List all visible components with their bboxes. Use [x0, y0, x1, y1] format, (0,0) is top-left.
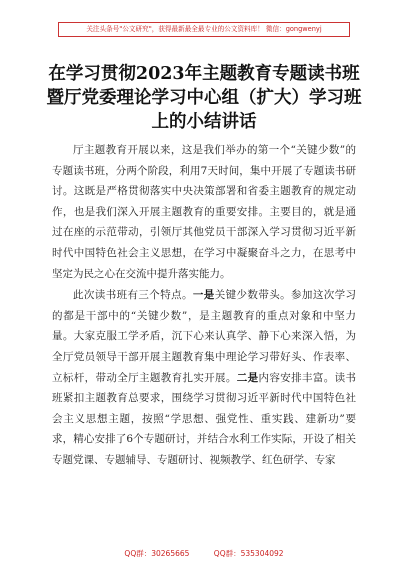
document-title [40, 62, 368, 134]
footer-qq-group-2: QQ群：535304092 [213, 549, 284, 558]
paragraph-intro: 厅主题教育开展以来，这是我们举办的第一个“关键少数”的专题读书班，分两个阶段，利用7天时间，集中开展了专题读书研讨。这既是严格贯彻落实中央决策部署和省委主题教育的规定动作，也是我们深入开展主题教育的重要安排。主要目的，就是通过在座的示范带动，引领厅其他党员干部深入学习贯彻习近平新时代中国特色社会主义思想，在学习中凝聚奋斗之力，在思考中坚定为民之心在交流中提升落实能力。 [52, 144, 356, 280]
paragraph-features-point-1: 关键少数带头。参加这次学习的都是干部中的“关键少数”，是主题教育的重点对象和中坚力量。大家克服工学矛盾，沉下心来认真学、静下心来深入悟，为全厅党员领导干部开展主题教育集中理论学习带好头、作表率、立标杆，带动全厅主题教育扎实开展。 [52, 289, 357, 384]
paragraph-features-point-2: 内容安排丰富。读书班紧扣主题教育总要求，围绕学习贯彻习近平新时代中国特色社会主义思想主题，按照“学思想、强党性、重实践、建新功”要求，精心安排了6个专题研讨，并结合水利工作实际，开设了相关专题党课、专题辅导、专题研讨、视频教学、红色研学、专家 [52, 371, 357, 466]
footer-qq-group-1: QQ群：30265665 [124, 549, 190, 558]
document-body [52, 140, 356, 471]
highlight-second-point: 二是 [236, 371, 259, 384]
top-banner: 关注头条号"公文研究"，获得最新最全最专业的公文资料库！ 微信：gongwenyj [58, 22, 350, 37]
paragraph-features-lead: 此次读书班有三个特点。 [73, 289, 193, 302]
paragraph-features [52, 285, 356, 470]
title-line-3: 上的小结讲话 [151, 112, 257, 132]
title-line-1: 在学习贯彻2023年主题教育专题读书班 [48, 64, 360, 84]
footer-contacts [0, 548, 408, 559]
title-line-2: 暨厅党委理论学习中心组（扩大）学习班 [46, 88, 362, 108]
highlight-first-point: 一是 [192, 289, 215, 302]
